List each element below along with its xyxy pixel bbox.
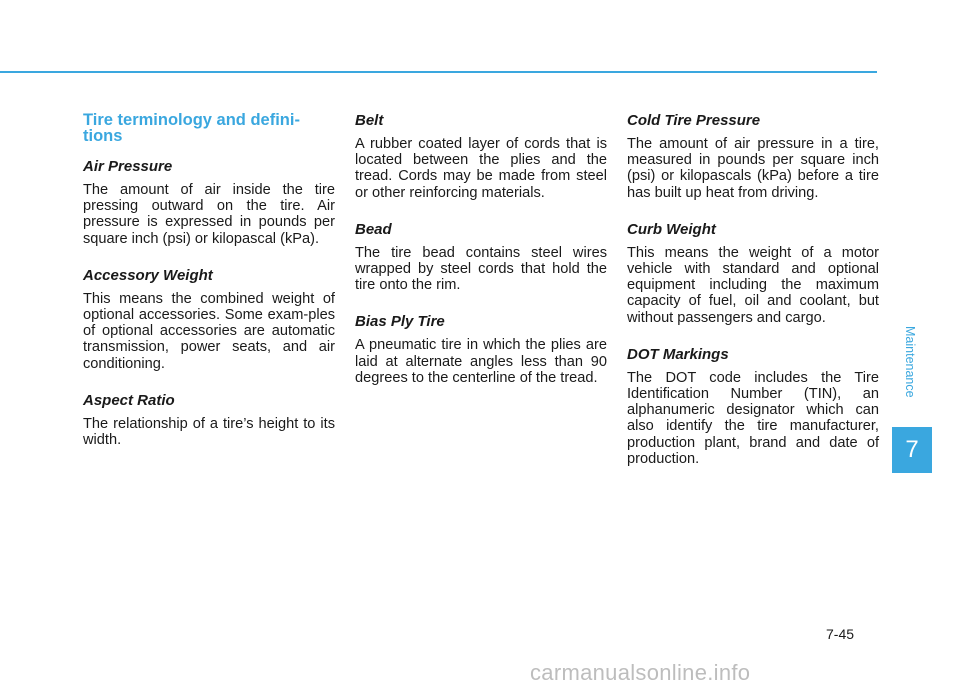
term-heading: Aspect Ratio <box>83 391 175 409</box>
term-entry <box>83 158 335 247</box>
term-entry <box>355 221 607 294</box>
term-heading: Belt <box>355 112 384 129</box>
term-heading: Air Pressure <box>83 158 173 175</box>
term-definition: This means the combined weight of optional accessories. Some exam-ples of optional accessories are automatic transmission, power seats, and air conditioning. <box>83 290 335 372</box>
term-entry <box>355 313 607 386</box>
term-entry <box>83 267 335 372</box>
term-definition: The amount of air inside the tire pressing outward on the tire. Air pressure is expressed in pounds per square inch (psi) or kilopascal (kPa). <box>83 182 335 247</box>
term-definition: A rubber coated layer of cords that is located between the plies and the tread. Cords may be made from steel or other reinforcing materials. <box>355 136 607 201</box>
watermark: carmanualsonline.info <box>530 660 751 685</box>
term-entry <box>627 346 879 467</box>
section-title: Tire terminology and defini- tions <box>83 111 300 145</box>
term-heading: Bias Ply Tire <box>355 313 445 331</box>
column-3 <box>627 112 879 487</box>
term-heading: Cold Tire Pressure <box>627 112 761 129</box>
term-entry <box>627 221 879 326</box>
column-1 <box>83 112 335 468</box>
page-number: 7-45 <box>826 626 855 642</box>
term-heading: Accessory Weight <box>83 266 213 284</box>
term-definition: A pneumatic tire in which the plies are laid at alternate angles less than 90 degrees to the centerline of the tread. <box>355 337 607 386</box>
term-definition: The DOT code includes the Tire Identification Number (TIN), an alphanumeric designator which can also identify the tire manufacturer, production plant, brand and date of production. <box>627 369 879 467</box>
term-definition: The tire bead contains steel wires wrapped by steel cords that hold the tire onto the rim. <box>355 244 607 294</box>
term-entry <box>627 112 879 201</box>
term-heading: Bead <box>355 220 392 238</box>
term-definition: The relationship of a tire’s height to its width. <box>83 415 335 449</box>
term-heading: DOT Markings <box>627 345 729 363</box>
term-entry <box>355 112 607 201</box>
chapter-tab: 7 <box>892 427 932 473</box>
term-heading: Curb Weight <box>627 220 716 238</box>
header-rule <box>0 71 877 73</box>
column-2 <box>355 112 607 406</box>
chapter-side-label: Maintenance <box>903 326 917 398</box>
term-definition: This means the weight of a motor vehicle with standard and optional equipment including the maximum capacity of fuel, oil and coolant, but without passengers and cargo. <box>627 244 879 326</box>
term-definition: The amount of air pressure in a tire, measured in pounds per square inch (psi) or kilopascals (kPa) before a tire has built up heat from driving. <box>627 136 879 201</box>
term-entry <box>83 392 335 448</box>
